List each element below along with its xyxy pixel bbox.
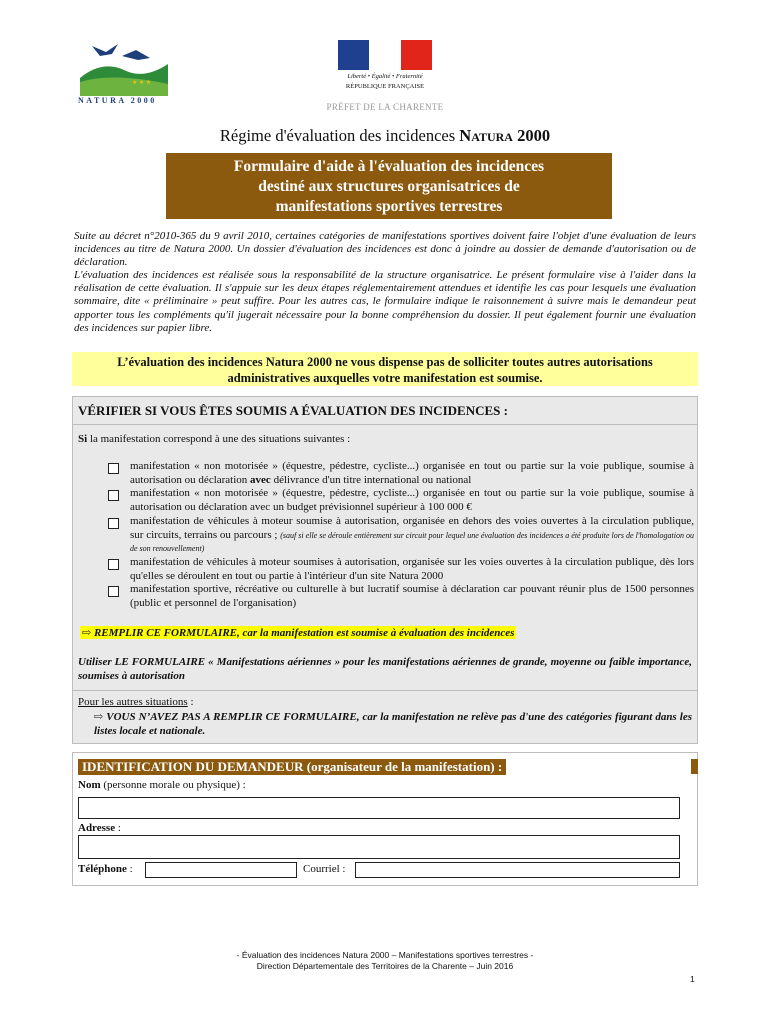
warning-banner	[72, 352, 698, 386]
regime-prefix: Régime d'évaluation des incidences	[219, 126, 460, 145]
rf-motto: Liberté • Égalité • Fraternité	[347, 73, 423, 80]
vous-text: VOUS N’AVEZ PAS A REMPLIR CE FORMULAIRE, car la manifestation ne relève pas d'une des catégories figurant dans les listes locale et nationale.	[94, 711, 692, 737]
courriel-label: Courriel :	[303, 863, 346, 875]
option-4-text: manifestation de véhicules à moteur soumises à autorisation, organisée sur les voies ouvertes à la circulation publique, dès lors qu'elles se déroulent en tout ou partie à l'intérieur d'un site Natura 2000	[130, 556, 694, 582]
pour-under: Pour les autres situations	[78, 696, 188, 708]
identification-title: IDENTIFICATION DU DEMANDEUR (organisateur de la manifestation) :	[78, 759, 506, 775]
nom-field[interactable]	[78, 797, 680, 819]
footer-line2: Direction Départementale des Territoires de la Charente – Juin 2016	[256, 961, 514, 971]
natura-logo-text: NATURA 2000	[78, 96, 157, 105]
telephone-field[interactable]	[145, 862, 297, 878]
verify-divider	[72, 424, 698, 425]
pour-autres-label	[78, 696, 194, 708]
regime-title	[140, 126, 630, 146]
verify-title: VÉRIFIER SI VOUS ÊTES SOUMIS A ÉVALUATION DES INCIDENCES :	[78, 403, 508, 418]
regime-year: 2000	[512, 126, 551, 145]
pour-rest: :	[187, 696, 194, 708]
remplir-instruction	[80, 626, 516, 639]
arrow-right-icon: ⇨	[82, 627, 92, 639]
adresse-field[interactable]	[78, 835, 680, 859]
footer-line1: - Évaluation des incidences Natura 2000 – Manifestations sportives terrestres -	[236, 950, 534, 960]
option-3-text: manifestation de véhicules à moteur soumise à autorisation, organisée en dehors des voies ouvertes à la circulation publique, sur circuits, terrains ou parcours ; (sauf si elle se déroule entièrement sur circuit pour lequel une évaluation des incidences a été produite lors de l'homologation ou de son renouvellement)	[130, 515, 695, 553]
republique-francaise-flag	[338, 40, 432, 70]
warning-line1: L’évaluation des incidences Natura 2000 ne vous dispense pas de solliciter toutes autres autorisations	[117, 355, 653, 369]
prefet-label: PRÉFET DE LA CHARENTE	[326, 102, 444, 112]
option-5-text: manifestation sportive, récréative ou culturelle à but lucratif soumise à déclaration car pouvant réunir plus de 1500 personnes (public et personnel de l'organisation)	[130, 583, 694, 609]
form-title-line3: manifestations sportives terrestres	[275, 198, 503, 215]
utiliser-instruction: Utiliser LE FORMULAIRE « Manifestations aériennes » pour les manifestations aériennes de grande, moyenne ou faible importance, soumises à autorisation	[78, 656, 692, 682]
footer	[130, 950, 640, 972]
form-title-line2: destiné aux structures organisatrices de	[258, 178, 520, 195]
vous-instruction	[94, 710, 692, 738]
rf-name: RÉPUBLIQUE FRANÇAISE	[345, 83, 425, 90]
arrow-right-icon: ⇨	[94, 711, 104, 723]
si-bold: Si	[78, 433, 88, 445]
identification-marker	[691, 759, 698, 774]
autres-divider	[72, 690, 698, 691]
intro-text	[74, 230, 696, 335]
si-line	[78, 433, 350, 445]
intro-paragraph-1: Suite au décret n°2010-365 du 9 avril 2010, certaines catégories de manifestations sportives doivent faire l'objet d'une évaluation de leurs incidences au titre de Natura 2000. Un dossier d'évaluation des incidences est donc à joindre au dossier de demande d'autorisation ou de déclaration.	[74, 230, 696, 269]
form-title-line1: Formulaire d'aide à l'évaluation des incidences	[233, 158, 545, 175]
svg-text:★ ★ ★: ★ ★ ★	[132, 80, 152, 86]
intro-paragraph-2: L'évaluation des incidences est réalisée sous la responsabilité de la structure organisatrice. Le présent formulaire vise à l'aider dans la réalisation de cette évaluation. Il s'appuie sur les deux étapes réglementairement attendues et identifie les cas pour lesquels une évaluation sommaire, dite « préliminaire » peut suffire. Pour les autres cas, le formulaire indique le raisonnement à suivre mais le demandeur peut apporter tous les compléments qu'il jugerait nécessaire pour la bonne compréhension du dossier. Il peut également fournir une évaluation des incidences sur papier libre.	[74, 269, 696, 334]
option-1-text: manifestation « non motorisée » (équestre, pédestre, cycliste...) organisée en tout ou partie sur la voie publique, soumise à autorisation ou déclaration avec délivrance d'un titre international ou national	[130, 460, 694, 486]
nom-label: Nom (personne morale ou physique) :	[78, 779, 246, 791]
option-2-text: manifestation « non motorisée » (équestre, pédestre, cycliste...) organisée en tout ou partie sur la voie publique, soumise à autorisation ou déclaration avec un budget prévisionnel supérieur à 100 000 €	[130, 487, 694, 513]
remplir-text: REMPLIR CE FORMULAIRE, car la manifestation est soumise à évaluation des incidences	[93, 627, 515, 639]
adresse-label: Adresse :	[78, 822, 121, 834]
courriel-field[interactable]	[355, 862, 680, 878]
form-title-box	[166, 153, 612, 219]
regime-natura: Natura	[459, 126, 513, 145]
si-rest: la manifestation correspond à une des situations suivantes :	[87, 433, 351, 445]
warning-line2: administratives auxquelles votre manifestation est soumise.	[227, 371, 543, 385]
page-number: 1	[690, 974, 695, 984]
telephone-label: Téléphone :	[78, 863, 133, 875]
